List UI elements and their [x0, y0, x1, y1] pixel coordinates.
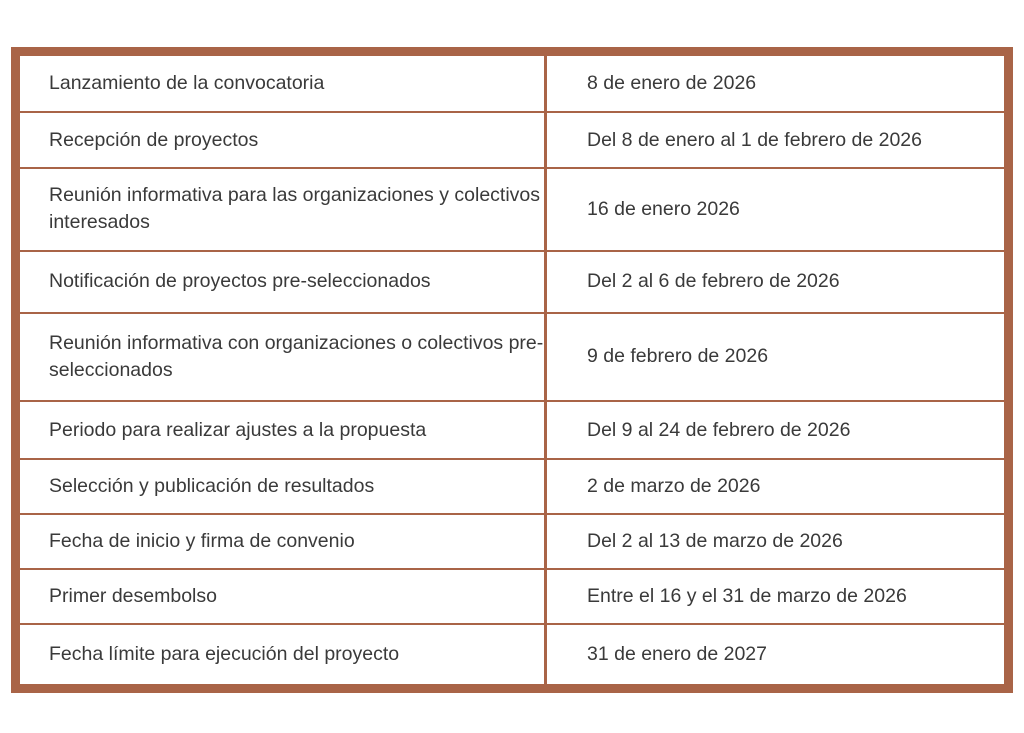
- date-cell: 16 de enero 2026: [546, 168, 1005, 250]
- table-row: [20, 514, 1004, 568]
- event-cell: Selección y publicación de resultados: [20, 459, 546, 514]
- date-cell: Del 9 al 24 de febrero de 2026: [546, 401, 1005, 459]
- event-cell: Fecha límite para ejecución del proyecto: [20, 624, 546, 684]
- event-cell: Fecha de inicio y firma de convenio: [20, 514, 546, 568]
- table-row: [20, 569, 1004, 624]
- schedule-table: [20, 56, 1004, 684]
- event-cell: Primer desembolso: [20, 569, 546, 624]
- event-cell: Notificación de proyectos pre-seleccionados: [20, 251, 546, 313]
- table-row: [20, 168, 1004, 250]
- date-cell: Del 2 al 13 de marzo de 2026: [546, 514, 1005, 568]
- table-row: [20, 459, 1004, 514]
- date-cell: Entre el 16 y el 31 de marzo de 2026: [546, 569, 1005, 624]
- schedule-frame: [11, 47, 1013, 693]
- table-row: [20, 624, 1004, 684]
- date-cell: 2 de marzo de 2026: [546, 459, 1005, 514]
- event-cell: Periodo para realizar ajustes a la propuesta: [20, 401, 546, 459]
- date-cell: 31 de enero de 2027: [587, 642, 767, 665]
- date-cell: 9 de febrero de 2026: [546, 313, 1005, 401]
- event-cell: Lanzamiento de la convocatoria: [20, 56, 546, 112]
- event-cell: Reunión informativa con organizaciones o colectivos pre-seleccionados: [20, 313, 546, 401]
- table-row: [20, 313, 1004, 401]
- date-cell: 8 de enero de 2026: [546, 56, 1005, 112]
- table-row: [20, 112, 1004, 168]
- date-cell: Del 8 de enero al 1 de febrero de 2026: [546, 112, 1005, 168]
- event-cell: Reunión informativa para las organizaciones y colectivos interesados: [20, 168, 546, 250]
- table-row: [20, 56, 1004, 112]
- table-row: [20, 401, 1004, 459]
- date-cell: Del 2 al 6 de febrero de 2026: [546, 251, 1005, 313]
- table-row: [20, 251, 1004, 313]
- event-cell: Recepción de proyectos: [20, 112, 546, 168]
